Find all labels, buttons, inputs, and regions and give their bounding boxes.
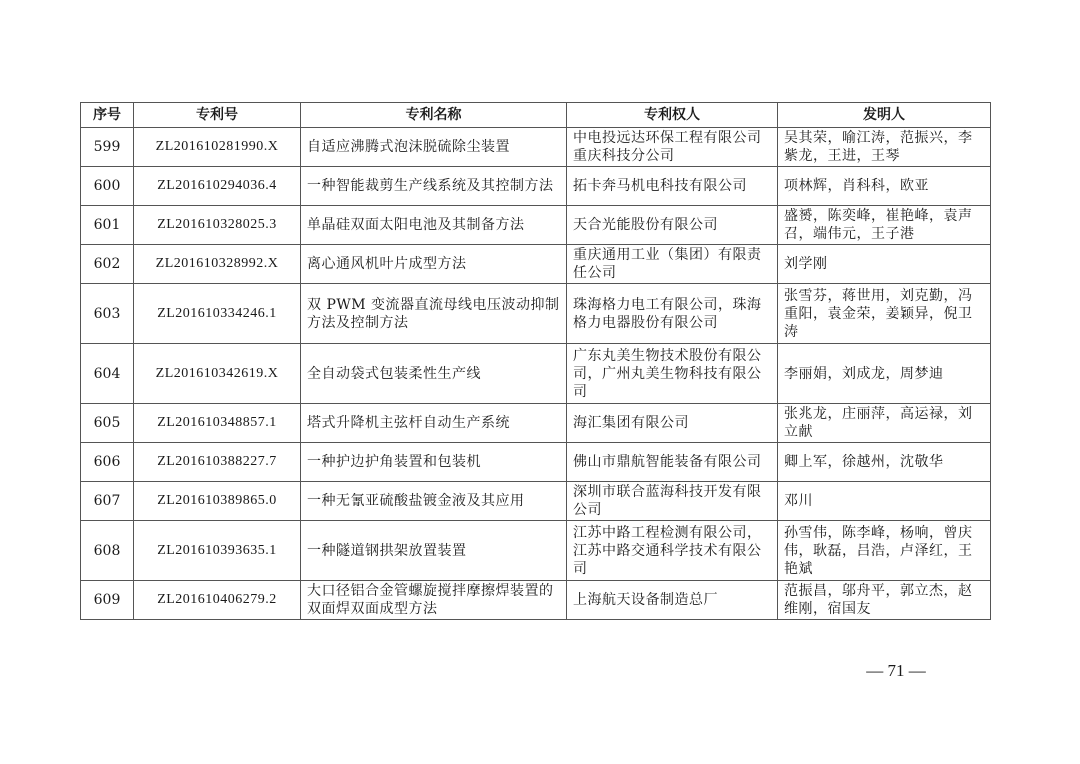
cell-patent-holder: 重庆通用工业（集团）有限责任公司 <box>567 245 778 284</box>
cell-patent-name: 塔式升降机主弦杆自动生产系统 <box>301 404 567 443</box>
cell-patent-number: ZL201610328992.X <box>134 245 301 284</box>
cell-seq: 599 <box>81 128 134 167</box>
column-header-patent-name: 专利名称 <box>301 103 567 128</box>
table-row <box>81 245 991 284</box>
table-row <box>81 284 991 344</box>
cell-patent-number: ZL201610393635.1 <box>134 521 301 581</box>
column-header-patent-holder: 专利权人 <box>567 103 778 128</box>
cell-seq: 609 <box>81 581 134 620</box>
cell-inventors: 邓川 <box>778 482 991 521</box>
cell-patent-name: 双 PWM 变流器直流母线电压波动抑制方法及控制方法 <box>301 284 567 344</box>
cell-patent-holder: 珠海格力电工有限公司，珠海格力电器股份有限公司 <box>567 284 778 344</box>
cell-patent-name: 一种隧道钢拱架放置装置 <box>301 521 567 581</box>
cell-patent-number: ZL201610348857.1 <box>134 404 301 443</box>
column-header-seq: 序号 <box>81 103 134 128</box>
cell-patent-number: ZL201610281990.X <box>134 128 301 167</box>
cell-seq: 604 <box>81 344 134 404</box>
cell-inventors: 卿上军，徐越州，沈敬华 <box>778 443 991 482</box>
cell-patent-holder: 拓卡奔马机电科技有限公司 <box>567 167 778 206</box>
cell-inventors: 张兆龙，庄丽萍，高运禄，刘立献 <box>778 404 991 443</box>
cell-patent-name: 大口径铝合金管螺旋搅拌摩擦焊装置的双面焊双面成型方法 <box>301 581 567 620</box>
cell-patent-holder: 深圳市联合蓝海科技开发有限公司 <box>567 482 778 521</box>
cell-patent-number: ZL201610342619.X <box>134 344 301 404</box>
cell-seq: 608 <box>81 521 134 581</box>
cell-patent-holder: 江苏中路工程检测有限公司，江苏中路交通科学技术有限公司 <box>567 521 778 581</box>
cell-inventors: 范振昌，邬舟平，郭立杰，赵维刚，宿国友 <box>778 581 991 620</box>
table-row <box>81 581 991 620</box>
cell-patent-holder: 天合光能股份有限公司 <box>567 206 778 245</box>
cell-patent-holder: 广东丸美生物技术股份有限公司，广州丸美生物科技有限公司 <box>567 344 778 404</box>
cell-inventors: 项林辉，肖科科，欧亚 <box>778 167 991 206</box>
cell-inventors: 吴其荣，喻江涛，范振兴，李紫龙，王进，王琴 <box>778 128 991 167</box>
cell-patent-name: 自适应沸腾式泡沫脱硫除尘装置 <box>301 128 567 167</box>
table-header-row <box>81 103 991 128</box>
cell-patent-name: 一种护边护角装置和包装机 <box>301 443 567 482</box>
cell-patent-number: ZL201610389865.0 <box>134 482 301 521</box>
table-row <box>81 167 991 206</box>
table-row <box>81 482 991 521</box>
cell-patent-name: 一种智能裁剪生产线系统及其控制方法 <box>301 167 567 206</box>
cell-patent-number: ZL201610334246.1 <box>134 284 301 344</box>
cell-inventors: 李丽娟，刘成龙，周梦迪 <box>778 344 991 404</box>
cell-seq: 600 <box>81 167 134 206</box>
cell-patent-holder: 海汇集团有限公司 <box>567 404 778 443</box>
column-header-inventors: 发明人 <box>778 103 991 128</box>
cell-patent-name: 单晶硅双面太阳电池及其制备方法 <box>301 206 567 245</box>
cell-inventors: 孙雪伟，陈李峰，杨响，曾庆伟，耿磊，吕浩，卢泽红，王艳斌 <box>778 521 991 581</box>
column-header-patent-number: 专利号 <box>134 103 301 128</box>
cell-seq: 602 <box>81 245 134 284</box>
cell-patent-name: 一种无氰亚硫酸盐镀金液及其应用 <box>301 482 567 521</box>
cell-patent-number: ZL201610294036.4 <box>134 167 301 206</box>
cell-patent-name: 离心通风机叶片成型方法 <box>301 245 567 284</box>
cell-seq: 603 <box>81 284 134 344</box>
cell-patent-holder: 佛山市鼎航智能装备有限公司 <box>567 443 778 482</box>
cell-patent-number: ZL201610328025.3 <box>134 206 301 245</box>
table-row <box>81 443 991 482</box>
table-row <box>81 344 991 404</box>
table-row <box>81 404 991 443</box>
cell-patent-holder: 中电投远达环保工程有限公司重庆科技分公司 <box>567 128 778 167</box>
cell-patent-holder: 上海航天设备制造总厂 <box>567 581 778 620</box>
table-row <box>81 521 991 581</box>
cell-seq: 605 <box>81 404 134 443</box>
cell-patent-number: ZL201610388227.7 <box>134 443 301 482</box>
cell-seq: 606 <box>81 443 134 482</box>
cell-inventors: 刘学刚 <box>778 245 991 284</box>
cell-inventors: 张雪芬，蒋世用，刘克勤，冯重阳，袁金荣，姜颖异，倪卫涛 <box>778 284 991 344</box>
cell-seq: 607 <box>81 482 134 521</box>
page-number: — 71 — <box>866 661 926 680</box>
cell-seq: 601 <box>81 206 134 245</box>
patent-table <box>80 102 991 620</box>
cell-patent-number: ZL201610406279.2 <box>134 581 301 620</box>
table-row <box>81 128 991 167</box>
cell-inventors: 盛赟，陈奕峰，崔艳峰，袁声召，端伟元，王子港 <box>778 206 991 245</box>
table-row <box>81 206 991 245</box>
cell-patent-name: 全自动袋式包装柔性生产线 <box>301 344 567 404</box>
